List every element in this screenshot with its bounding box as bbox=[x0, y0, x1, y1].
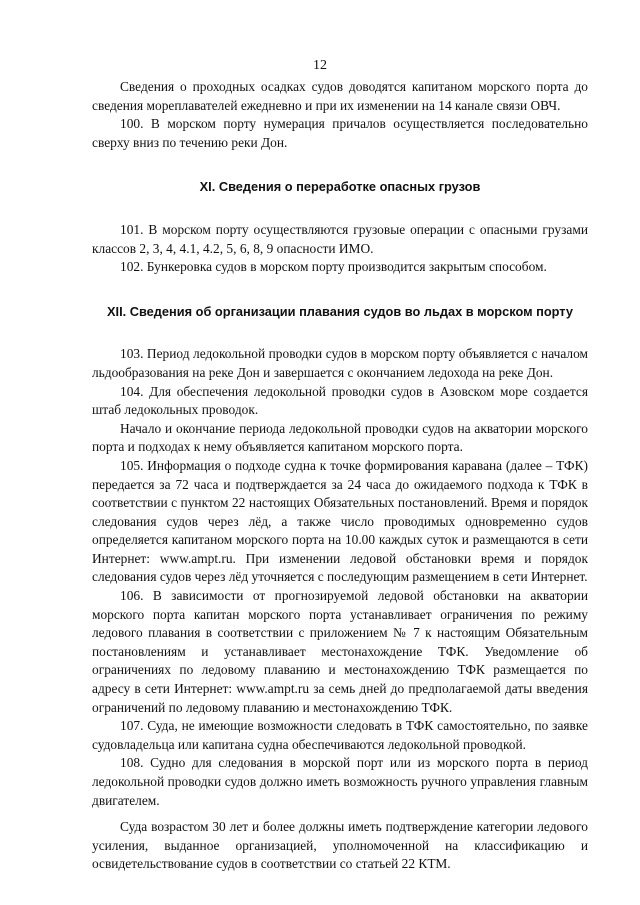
section-title-xii: XII. Сведения об организации плавания судов во льдах в морском порту bbox=[106, 303, 574, 319]
paragraph-108-continuation: Суда возрастом 30 лет и более должны иметь подтверждение категории ледового усиления, выданное организацией, уполномоченной на классификацию и освидетельствование судов в соответствии со статьей 22 КТМ. bbox=[92, 819, 588, 872]
paragraph-100: 100. В морском порту нумерация причалов осуществляется последовательно сверху вниз по течению реки Дон. bbox=[92, 116, 588, 150]
paragraph-108: 108. Судно для следования в морской порт или из морского порта в период ледокольной проводки судов должно иметь возможность ручного управления главным двигателем. bbox=[92, 755, 588, 808]
paragraph-104-continuation: Начало и окончание периода ледокольной проводки судов на акватории морского порта и подходах к нему объявляется капитаном морского порта. bbox=[92, 420, 588, 455]
page-number: 12 bbox=[313, 58, 327, 73]
spacer bbox=[92, 152, 588, 178]
paragraph-106: 106. В зависимости от прогнозируемой ледовой обстановки на акватории морского порта капитан морского порта устанавливает ограничения по режиму ледового плавания в соответствии с приложением № 7 к настоящим Обязательным постановлениям и устанавливает местонахождение ТФК. Уведомление об ограничениях по ледовому плаванию и местонахождению ТФК размещается по адресу в сети Интернет: www.ampt.ru за семь дней до предполагаемой даты введения ограничений по ледовому плаванию и местонахождению ТФК. bbox=[92, 588, 588, 715]
spacer bbox=[92, 321, 588, 345]
paragraph-104: 104. Для обеспечения ледокольной проводки судов в Азовском море создается штаб ледокольных проводок. bbox=[92, 383, 588, 418]
paragraph-102: 102. Бункеровка судов в морском порту производится закрытым способом. bbox=[120, 259, 547, 275]
paragraph-105: 105. Информация о подходе судна к точке формирования каравана (далее – ТФК) передается за 72 часа и подтверждается за 24 часа до ожидаемого подхода к ТФК в соответствии с пунктом 22 настоящих Обязательных постановлений. Время и порядок следования судов через лёд, а также число проводимых одновременно судов определяется капитаном морского порта на 10.00 каждых суток и размещаются в сети Интернет: www.ampt.ru. При изменении ледовой обстановки время и порядок следования судов через лёд уточняется с последующим размещением в сети Интернет. bbox=[92, 457, 588, 585]
document-body bbox=[92, 78, 588, 874]
spacer bbox=[92, 277, 588, 303]
section-title-xi: XI. Сведения о переработке опасных грузов bbox=[199, 179, 481, 195]
paragraph-101: 101. В морском порту осуществляются грузовые операции с опасными грузами классов 2, 3, 4, 4.1, 4.2, 5, 6, 8, 9 опасности ИМО. bbox=[92, 221, 588, 256]
spacer bbox=[92, 810, 588, 818]
paragraph-99-continuation: Сведения о проходных осадках судов доводятся капитаном морского порта до сведения мореплавателей ежедневно и при их изменении на 14 канале связи ОВЧ. bbox=[92, 79, 588, 113]
spacer bbox=[92, 197, 588, 221]
paragraph-107: 107. Суда, не имеющие возможности следовать в ТФК самостоятельно, по заявке судовладельца или капитана судна обеспечиваются ледокольной проводкой. bbox=[92, 718, 588, 752]
paragraph-103: 103. Период ледокольной проводки судов в морском порту объявляется с началом льдообразования на реке Дон и завершается с окончанием ледохода на реке Дон. bbox=[92, 346, 588, 380]
